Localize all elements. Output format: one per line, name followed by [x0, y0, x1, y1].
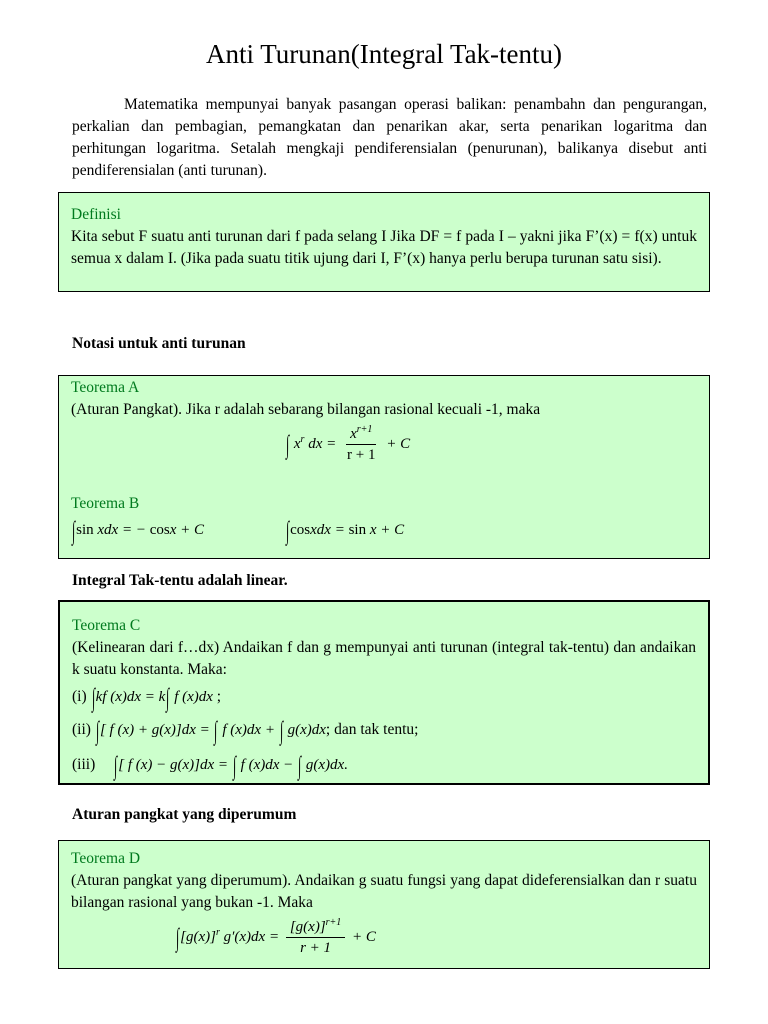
cos-integral-formula: ∫cosxdx = sin x + C: [285, 516, 405, 545]
theorem-c-text: (Kelinearan dari f…dx) Andaikan f dan g mempunyai anti turunan (integral tak-tentu) dan andaikan k suatu konstanta. Maka:: [72, 639, 696, 678]
linearity-item-iii: (iii) ∫[ f (x) − g(x)]dx = ∫ f (x)dx − ∫ g(x)dx.: [72, 751, 348, 780]
generalized-power-formula: $\int[g(x)]^r$ g′(x)dx = $\frac{[g(x)]^{r+1}}{r + 1}$ + C: [175, 917, 376, 956]
theorem-b-label: Teorema B: [71, 495, 140, 512]
theorem-a-text: (Aturan Pangkat). Jika r adalah sebarang bilangan rasional kecuali -1, maka: [71, 401, 541, 418]
definition-text: Kita sebut F suatu anti turunan dari f pada selang I Jika DF = f pada I – yakni jika F’(x) = f(x) untuk semua x dalam I. (Jika pada suatu titik ujung dari I, F’(x) hanya perlu berupa turunan satu sisi).: [71, 228, 697, 267]
item-ii-label: (ii): [72, 721, 91, 738]
linearity-item-ii: (ii) ∫[ f (x) + g(x)]dx = ∫ f (x)dx + ∫ g(x)dx; dan tak tentu;: [72, 716, 419, 745]
generalized-power-heading: Aturan pangkat yang diperumum: [72, 806, 297, 823]
item-i-suffix: ;: [216, 688, 222, 705]
theorem-a-label: Teorema A: [71, 379, 140, 396]
definition-label: Definisi: [71, 206, 121, 223]
theorem-ab-box: [58, 375, 710, 559]
sin-integral-formula: ∫sin xdx = − cosx + C: [71, 516, 204, 545]
theorem-c-label: Teorema C: [72, 617, 141, 634]
item-ii-suffix: ; dan tak tentu;: [325, 721, 419, 738]
power-rule-formula: ∫ $x^r$ dx = $\frac{x^{r+1}}{r + 1}$ + C: [285, 424, 411, 463]
theorem-c-box: [58, 600, 710, 785]
item-iii-label: (iii): [72, 756, 96, 773]
item-i-label: (i): [72, 688, 87, 705]
notation-heading: Notasi untuk anti turunan: [72, 335, 246, 352]
definition-box: [58, 192, 710, 292]
theorem-d-box: [58, 840, 710, 969]
intro-paragraph: Matematika mempunyai banyak pasangan operasi balikan: penambahn dan pengurangan, perkalian dan pembagian, pemangkatan dan penarikan akar, serta penarikan logaritma dan perhitungan logaritma. Setalah mengkaji pendiferensialan (penurunan), balikanya disebut anti pendiferensialan (anti turunan).: [72, 96, 707, 179]
linearity-item-i: (i) ∫kf (x)dx = k∫ f (x)dx ;: [72, 683, 222, 712]
page-title: Anti Turunan(Integral Tak-tentu): [205, 39, 563, 69]
theorem-d-text: (Aturan pangkat yang diperumum). Andaikan g suatu fungsi yang dapat dideferensialkan dan r suatu bilangan rasional yang bukan -1. Maka: [71, 872, 697, 911]
theorem-d-label: Teorema D: [71, 850, 141, 867]
linear-heading: Integral Tak-tentu adalah linear.: [72, 572, 288, 589]
